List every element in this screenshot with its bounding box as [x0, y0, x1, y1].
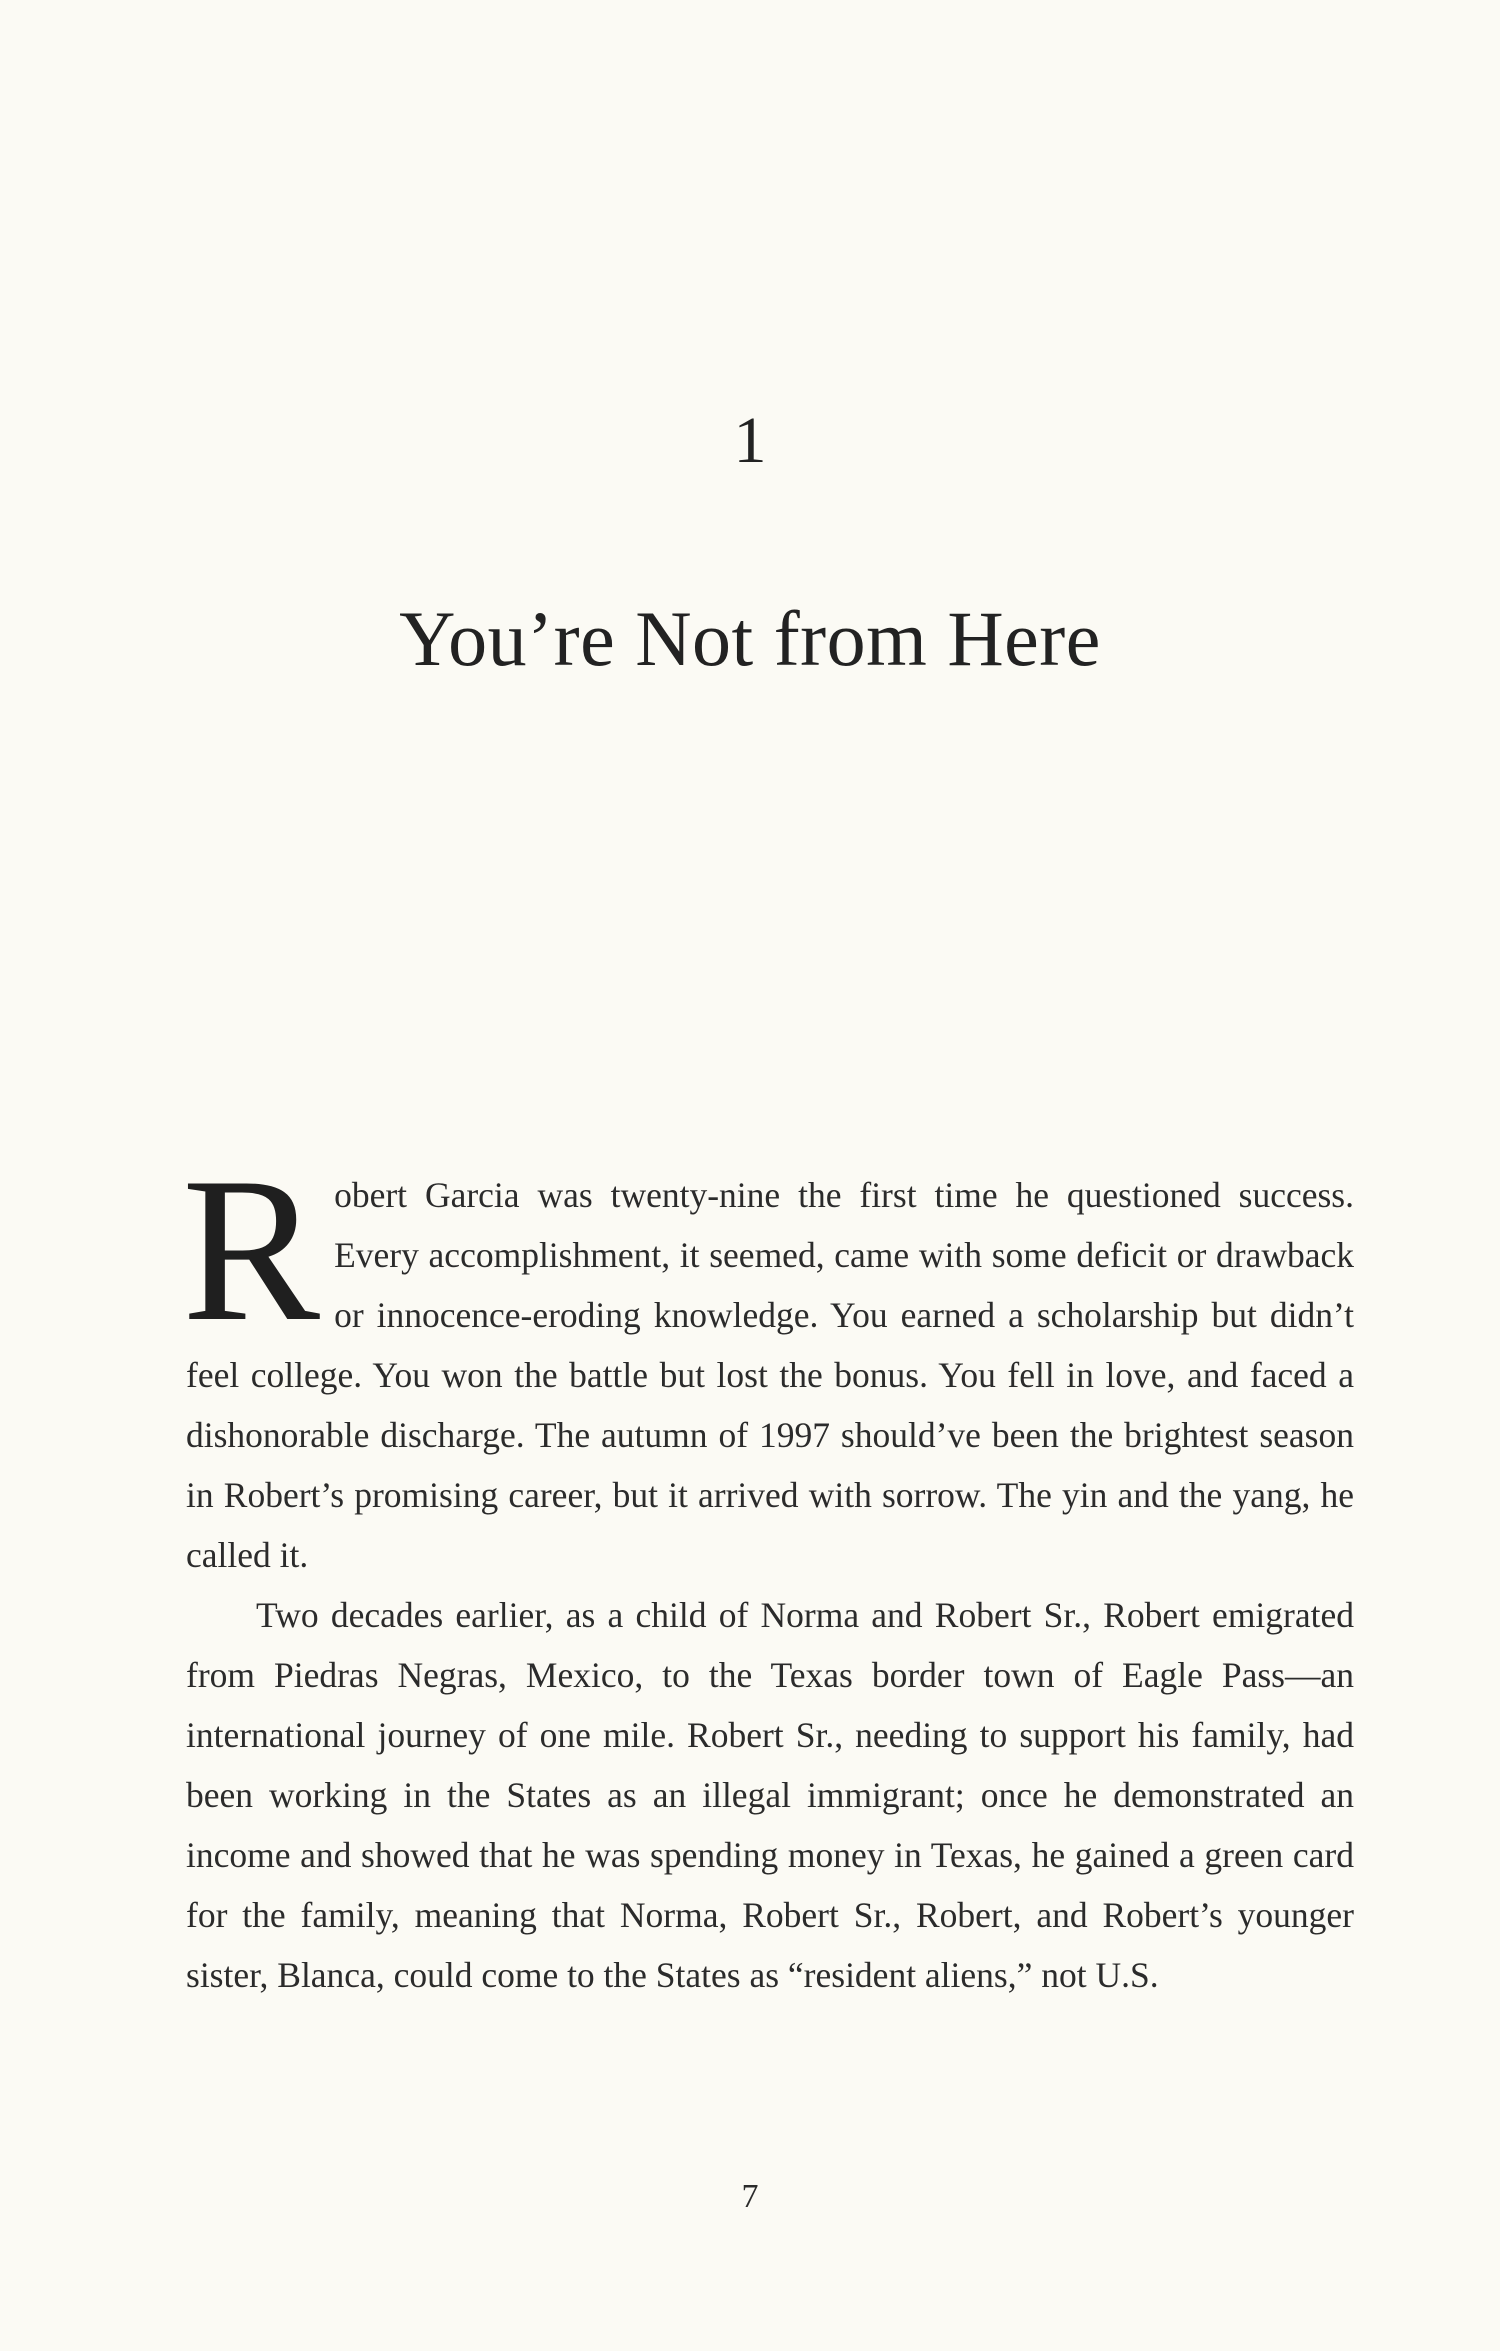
chapter-title: You’re Not from Here [399, 595, 1101, 682]
paragraph-1-text: obert Garcia was twenty-nine the first time he questioned success. Every accomplishment, it seemed, came with some deficit or drawback or innocence-eroding knowledge. You earned a scholarship but didn’t feel college. You won the battle but lost the bonus. You fell in love, and faced a dishonorable discharge. The autumn of 1997 should’ve been the brightest season in Robert’s promising career, but it arrived with sorrow. The yin and the yang, he called it. [186, 1175, 1354, 1575]
page-number: 7 [741, 2178, 759, 2215]
drop-cap: R [182, 1135, 321, 1364]
paragraph-2: Two decades earlier, as a child of Norma and Robert Sr., Robert emigrated from Piedras Negras, Mexico, to the Texas border town of Eagle Pass—an international journey of one mile. Robert Sr., needing to support his family, had been working in the States as an illegal immigrant; once he demonstrated an income and showed that he was spending money in Texas, he gained a green card for the family, meaning that Norma, Robert Sr., Robert, and Robert’s younger sister, Blanca, could come to the States as “resident aliens,” not U.S. [186, 1595, 1354, 1995]
chapter-number: 1 [733, 404, 767, 477]
paragraph-1 [182, 1135, 1354, 1585]
chapter-body [182, 1135, 1354, 2005]
